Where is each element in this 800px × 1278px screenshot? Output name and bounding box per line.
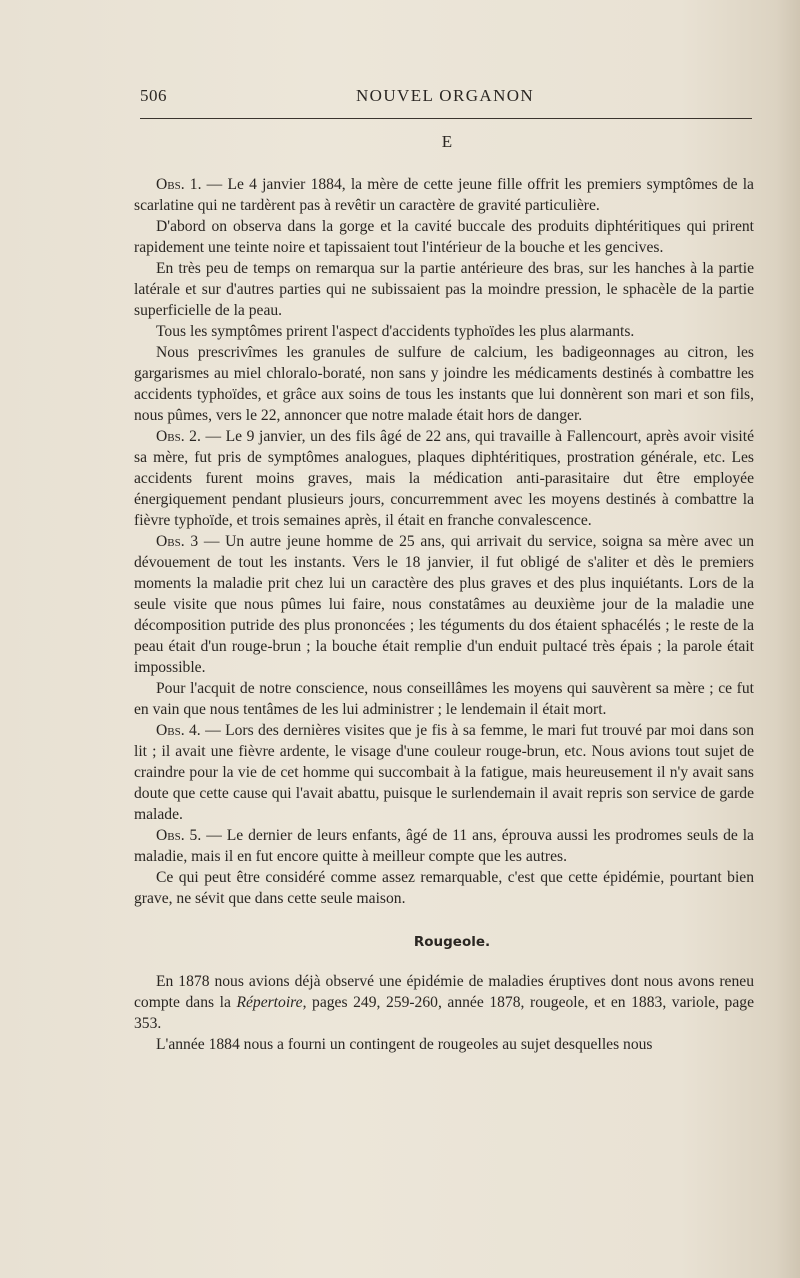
- paragraph: [134, 720, 754, 825]
- paragraph: [134, 174, 754, 216]
- section-letter: E: [441, 132, 453, 151]
- obs-lead: Obs. 5.: [156, 827, 202, 844]
- paragraph-text: — Le 9 janvier, un des fils âgé de 22 ans, qui travaille à Fallencourt, après avoir visité sa mère, fut pris de symptômes analogues, plaques diphtéritiques, prostration générale, etc. Les accidents furent moins graves, mais la médication anti-parasitaire dut être employée énergiquement pendant plusieurs jours, concurremment avec les moyens destinés à combattre la fièvre typhoïde, et trois semaines après, il était en franche convalescence.: [134, 428, 755, 529]
- paragraph-text: — Le dernier de leurs enfants, âgé de 11 ans, éprouva aussi les prodromes seuls de la maladie, mais il en fut encore quitte à meilleur compte que les autres.: [134, 827, 754, 865]
- paragraph-text: Ce qui peut être considéré comme assez remarquable, c'est que cette épidémie, pourtant bien grave, ne sévit que dans cette seule maison.: [134, 869, 754, 907]
- obs-lead: Obs. 2.: [156, 428, 201, 445]
- obs-lead: Obs. 3: [156, 533, 199, 550]
- paragraph: [134, 321, 754, 342]
- section-subheading: Rougeole.: [413, 934, 491, 950]
- paragraph-text: En 1878 nous avions déjà observé une épidémie de maladies éruptives dont nous avons reneu compte dans la: [134, 973, 754, 1011]
- header-rule: [140, 118, 752, 119]
- paragraph: [134, 216, 754, 258]
- running-head: NOUVEL ORGANON: [356, 86, 535, 105]
- paragraph: [134, 426, 754, 531]
- page-body: [134, 132, 754, 1055]
- paragraph-text: Tous les symptômes prirent l'aspect d'accidents typhoïdes les plus alarmants.: [156, 323, 635, 340]
- paragraph-text-cont: , pages 249, 259-260, année 1878, rougeole, et en 1883, variole, page 353.: [134, 994, 754, 1032]
- obs-lead: Obs. 1.: [156, 176, 202, 193]
- paragraph-text: Pour l'acquit de notre conscience, nous conseillâmes les moyens qui sauvèrent sa mère ; ce fut en vain que nous tentâmes de les lui administrer ; le lendemain il était mort.: [134, 680, 754, 718]
- paragraph-text: — Un autre jeune homme de 25 ans, qui arrivait du service, soigna sa mère avec un dévouement de tout les instants. Vers le 18 janvier, il fut obligé de s'aliter et dès le premiers moments la maladie prit chez lui un caractère des plus graves et des plus inquiétants. Lors de la seule visite que nous pûmes lui faire, nous constatâmes au deuxième jour de la maladie une décomposition putride des plus prononcées ; les téguments du dos étaient sphacélés ; le reste de la peau était d'un rouge-brun ; la bouche était remplie d'un enduit pultacé très épais ; la parole était impossible.: [134, 533, 755, 676]
- paragraph: [134, 867, 754, 909]
- paragraph-text: L'année 1884 nous a fourni un contingent de rougeoles au sujet desquelles nous: [156, 1036, 653, 1053]
- paragraph-text: D'abord on observa dans la gorge et la cavité buccale des produits diphtéritiques qui prirent rapidement une teinte noire et tapissaient tout l'intérieur de la bouche et les gencives.: [134, 218, 754, 256]
- page-number: 506: [140, 86, 167, 105]
- paragraph-text: — Lors des dernières visites que je fis à sa femme, le mari fut trouvé par moi dans son lit ; il avait une fièvre ardente, le visage d'une couleur rouge-brun, etc. Nous avions tout sujet de craindre pour la vie de cet homme qui succombait à la fatigue, mais heureusement il n'y avait sans doute que cette cause qui l'avait abattu, puisque le surlendemain il avait repris son service de garde malade.: [134, 722, 754, 823]
- paragraph: [134, 678, 754, 720]
- paragraph-text: Nous prescrivîmes les granules de sulfure de calcium, les badigeonnages au citron, les gargarismes au miel chloralo-boraté, non sans y joindre les médicaments destinés à combattre les accidents typhoïdes, et grâce aux soins de tous les instants que lui donnèrent son mari et son fils, nous pûmes, vers le 22, annoncer que notre malade était hors de danger.: [134, 344, 754, 424]
- rougeole-section: [134, 971, 754, 1055]
- paragraph: [134, 258, 754, 321]
- paragraph: [134, 825, 754, 867]
- journal-title: Répertoire: [236, 994, 303, 1011]
- page-header: [140, 86, 752, 116]
- observations: [134, 174, 754, 909]
- paragraph-text: En très peu de temps on remarqua sur la partie antérieure des bras, sur les hanches à la partie latérale et sur d'autres parties qui ne subissaient pas la moindre pression, le sphacèle de la partie superficielle de la peau.: [134, 260, 754, 319]
- paragraph: [134, 342, 754, 426]
- paragraph: [134, 971, 754, 1034]
- paragraph: [134, 531, 754, 678]
- paragraph-text: — Le 4 janvier 1884, la mère de cette jeune fille offrit les premiers symptômes de la scarlatine qui ne tardèrent pas à revêtir un caractère de gravité particulière.: [134, 176, 754, 214]
- paragraph: [134, 1034, 754, 1055]
- obs-lead: Obs. 4.: [156, 722, 201, 739]
